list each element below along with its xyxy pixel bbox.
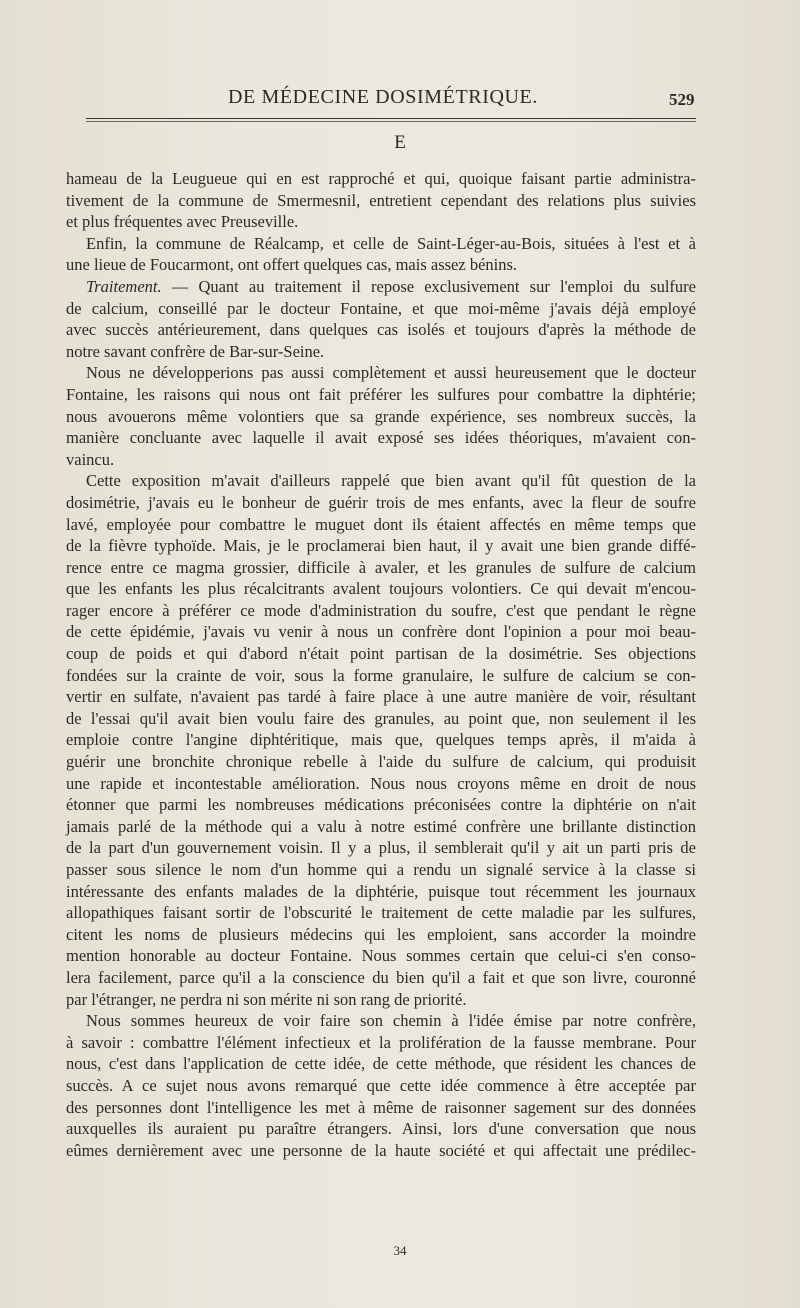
text-line: jamais parlé de la méthode qui a valu à notre estimé confrère une brillante distinction bbox=[66, 816, 696, 836]
text-line: mention honorable au docteur Fontaine. Nous sommes certain que celui-ci s'en conso- bbox=[66, 946, 696, 966]
text-line: vertir en sulfate, n'avaient pas tardé à faire place à une autre manière de voir, résultant bbox=[66, 687, 696, 707]
text-line: fondées sur la crainte de voir, sous la forme granulaire, le sulfure de calcium se con- bbox=[66, 665, 696, 685]
footer-signature: 34 bbox=[393, 1243, 407, 1258]
text-line bbox=[66, 276, 696, 298]
text-line: coup de poids et qui d'abord n'était point partisan de la dosimétrie. Ses objections bbox=[66, 644, 696, 664]
text-line: par l'étranger, ne perdra ni son mérite ni son rang de priorité. bbox=[66, 989, 467, 1009]
signature-mark: E bbox=[394, 132, 406, 153]
text-line: Enfin, la commune de Réalcamp, et celle de Saint-Léger-au-Bois, situées à l'est et à bbox=[86, 233, 696, 253]
text-line: emploie contre l'angine diphtéritique, mais que, quelques temps après, il m'aida à bbox=[66, 730, 696, 750]
text-line: de la part d'un gouvernement voisin. Il y a plus, il semblerait qu'il y ait un parti pris de bbox=[66, 838, 696, 858]
text-line: Cette exposition m'avait d'ailleurs rappelé que bien avant qu'il fût question de la bbox=[86, 471, 696, 491]
text-line: intéressante des enfants malades de la diphtérie, puisque tout récemment les journaux bbox=[66, 881, 696, 901]
header-rule bbox=[86, 118, 696, 119]
text-line: de calcium, conseillé par le docteur Fontaine, et que moi-même j'avais déjà employé bbox=[66, 298, 696, 318]
text-line: une rapide et incontestable amélioration. Nous nous croyons même en droit de nous bbox=[66, 773, 696, 793]
text-line: auxquelles ils auraient pu paraître étrangers. Ainsi, lors d'une conversation que nous bbox=[66, 1119, 696, 1139]
text-line: rence entre ce magma grossier, difficile à avaler, et les granules de sulfure de calcium bbox=[66, 557, 696, 577]
text-line: une lieue de Foucarmont, ont offert quelques cas, mais assez bénins. bbox=[66, 255, 518, 275]
text-line: Nous sommes heureux de voir faire son chemin à l'idée émise par notre confrère, bbox=[86, 1011, 696, 1031]
text-line: hameau de la Leugueue qui en est rapproché et qui, quoique faisant partie administra- bbox=[66, 169, 696, 188]
text-line: nous avouerons même volontiers que sa grande expérience, ses nombreux succès, la bbox=[66, 406, 696, 426]
text-line: notre savant confrère de Bar-sur-Seine. bbox=[66, 341, 325, 361]
text-line: de l'essai qu'il avait bien voulu faire des granules, au point que, non seulement il les bbox=[66, 708, 696, 728]
text-line: allopathiques faisant sortir de l'obscurité le traitement de cette maladie par les sulfures, bbox=[66, 903, 696, 923]
running-title: DE MÉDECINE DOSIMÉTRIQUE. bbox=[228, 86, 538, 108]
text-line: et plus fréquentes avec Preuseville. bbox=[66, 212, 299, 232]
text-line: des personnes dont l'intelligence les met à même de raisonner sagement sur des données bbox=[66, 1097, 696, 1117]
text-line: succès. A ce sujet nous avons remarqué que cette idée commence à être acceptée par bbox=[66, 1075, 696, 1095]
text-line: étonner que parmi les nombreuses médications préconisées contre la diphtérie on n'ait bbox=[66, 795, 696, 815]
running-head bbox=[0, 86, 800, 116]
text-line: lavé, employée pour combattre le muguet dont ils étaient affectés en même temps que bbox=[66, 514, 696, 534]
text-line-content: — Quant au traitement il repose exclusivement sur l'emploi du sulfure bbox=[161, 276, 696, 296]
page-number: 529 bbox=[669, 90, 695, 109]
text-line: Nous ne développerions pas aussi complètement et aussi heureusement que le docteur bbox=[86, 363, 696, 383]
text-line: manière concluante avec laquelle il avait exposé ses idées théoriques, m'avaient con- bbox=[66, 428, 696, 448]
text-line: tivement de la commune de Smermesnil, entretient cependant des relations plus suivies bbox=[66, 190, 696, 210]
text-line: lera facilement, parce qu'il a la conscience du bien qu'il a fait et que son livre, couronné bbox=[66, 967, 696, 987]
text-line: eûmes dernièrement avec une personne de la haute société et qui affectait une prédilec- bbox=[66, 1140, 696, 1160]
text-line: dosimétrie, j'avais eu le bonheur de guérir trois de mes enfants, avec la fleur de soufre bbox=[66, 492, 696, 512]
header-rule-thin bbox=[86, 121, 696, 122]
text-line: que les enfants les plus récalcitrants avalent toujours volontiers. Ce qui devait m'encou- bbox=[66, 579, 696, 599]
text-line: avec succès antérieurement, dans quelques cas isolés et toujours d'après la méthode de bbox=[66, 320, 696, 340]
text-line: rager encore à préférer ce mode d'administration du soufre, c'est que pendant le règne bbox=[66, 600, 696, 620]
text-line: passer sous silence le nom d'un homme qui a rendu un signalé service à la classe si bbox=[66, 860, 696, 879]
text-line: guérir une bronchite chronique rebelle à l'aide du sulfure de calcium, qui produisit bbox=[66, 752, 696, 772]
text-line: vaincu. bbox=[66, 449, 115, 469]
text-line: nous, c'est dans l'application de cette idée, de cette méthode, que résident les chances de bbox=[66, 1054, 696, 1074]
text-line: à savoir : combattre l'élément infectieux et la prolifération de la fausse membrane. Pour bbox=[66, 1032, 696, 1052]
text-line: citent les noms de plusieurs médecins qui les emploient, sans accorder la moindre bbox=[66, 924, 696, 944]
text-line: de la fièvre typhoïde. Mais, je le proclamerai bien haut, il y avait une bien grande diffé- bbox=[66, 536, 696, 556]
body-text bbox=[66, 168, 696, 1161]
text-line: Fontaine, les raisons qui nous ont fait préférer les sulfures pour combattre la diphtérie; bbox=[66, 384, 696, 404]
section-lead: Traitement. bbox=[86, 276, 162, 296]
text-line: de cette épidémie, j'avais vu venir à nous un confrère dont l'opinion a pour moi beau- bbox=[66, 622, 696, 642]
